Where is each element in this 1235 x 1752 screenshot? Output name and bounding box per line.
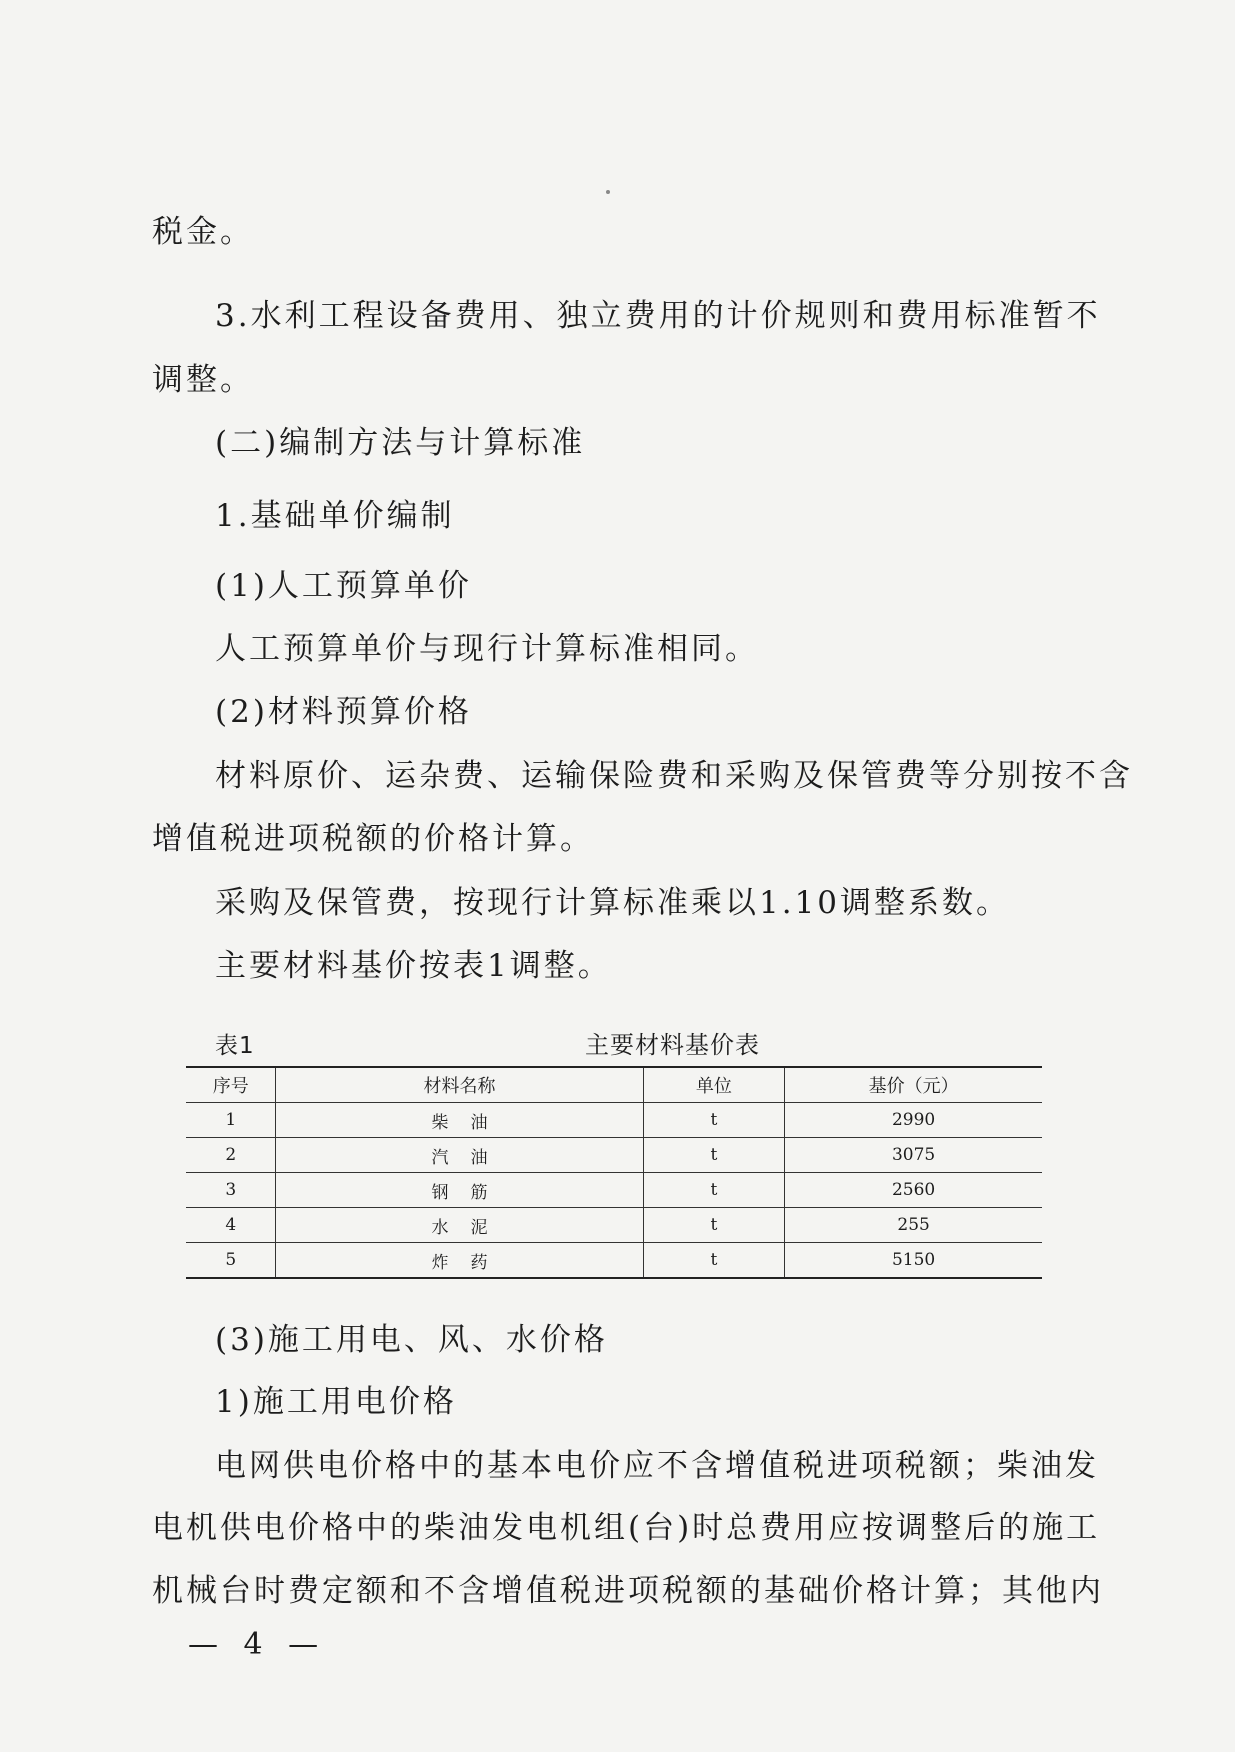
paragraph-line: 主要材料基价按表1调整。 <box>215 948 612 984</box>
paragraph-line: 电网供电价格中的基本电价应不含增值税进项税额；柴油发 <box>215 1448 1099 1484</box>
table-row <box>186 1103 1042 1138</box>
paragraph-line: 3.水利工程设备费用、独立费用的计价规则和费用标准暂不 <box>215 298 1101 334</box>
table-title: 主要材料基价表 <box>585 1031 760 1059</box>
table-cell: 炸药 <box>276 1243 643 1279</box>
subsection-heading: 1.基础单价编制 <box>215 498 455 534</box>
item-heading: (3)施工用电、风、水价格 <box>215 1322 608 1358</box>
table-cell: 2990 <box>785 1103 1042 1138</box>
table-cell: 水泥 <box>276 1208 643 1243</box>
column-header: 基价（元） <box>785 1067 1042 1103</box>
material-price-table <box>186 1066 1042 1279</box>
table-cell: t <box>643 1243 785 1279</box>
table-cell: 5 <box>186 1243 276 1279</box>
table-row <box>186 1243 1042 1279</box>
table-header-row <box>186 1067 1042 1103</box>
table-cell: 1 <box>186 1103 276 1138</box>
paragraph-line: 电机供电价格中的柴油发电机组(台)时总费用应按调整后的施工 <box>152 1510 1101 1546</box>
paragraph-line: 增值税进项税额的价格计算。 <box>152 821 594 857</box>
table-cell: 汽油 <box>276 1138 643 1173</box>
column-header: 序号 <box>186 1067 276 1103</box>
table-cell: t <box>643 1138 785 1173</box>
paragraph-line: 采购及保管费，按现行计算标准乘以1.10调整系数。 <box>215 885 1011 921</box>
column-header: 单位 <box>643 1067 785 1103</box>
table-cell: 钢筋 <box>276 1173 643 1208</box>
item-heading: (1)人工预算单价 <box>215 568 472 604</box>
table-cell: 3 <box>186 1173 276 1208</box>
item-heading: (2)材料预算价格 <box>215 694 472 730</box>
table-cell: 柴油 <box>276 1103 643 1138</box>
section-heading: (二)编制方法与计算标准 <box>215 425 586 461</box>
table-cell: 4 <box>186 1208 276 1243</box>
subitem-heading: 1)施工用电价格 <box>215 1384 457 1420</box>
paragraph-line: 人工预算单价与现行计算标准相同。 <box>215 631 759 667</box>
paragraph-line: 材料原价、运杂费、运输保险费和采购及保管费等分别按不含 <box>215 758 1133 794</box>
table-cell: t <box>643 1208 785 1243</box>
page-number: — 4 — <box>188 1627 327 1662</box>
table-cell: 2560 <box>785 1173 1042 1208</box>
paragraph-line: 调整。 <box>152 362 254 398</box>
table-label: 表1 <box>215 1033 255 1059</box>
table-cell: t <box>643 1173 785 1208</box>
table-cell: 5150 <box>785 1243 1042 1279</box>
table-cell: t <box>643 1103 785 1138</box>
table-cell: 255 <box>785 1208 1042 1243</box>
table-row <box>186 1138 1042 1173</box>
paragraph-line: 税金。 <box>152 214 254 250</box>
table-row <box>186 1208 1042 1243</box>
paragraph-line: 机械台时费定额和不含增值税进项税额的基础价格计算；其他内 <box>152 1573 1104 1609</box>
column-header: 材料名称 <box>276 1067 643 1103</box>
scan-speck <box>606 190 610 194</box>
table-cell: 2 <box>186 1138 276 1173</box>
table-cell: 3075 <box>785 1138 1042 1173</box>
table-row <box>186 1173 1042 1208</box>
